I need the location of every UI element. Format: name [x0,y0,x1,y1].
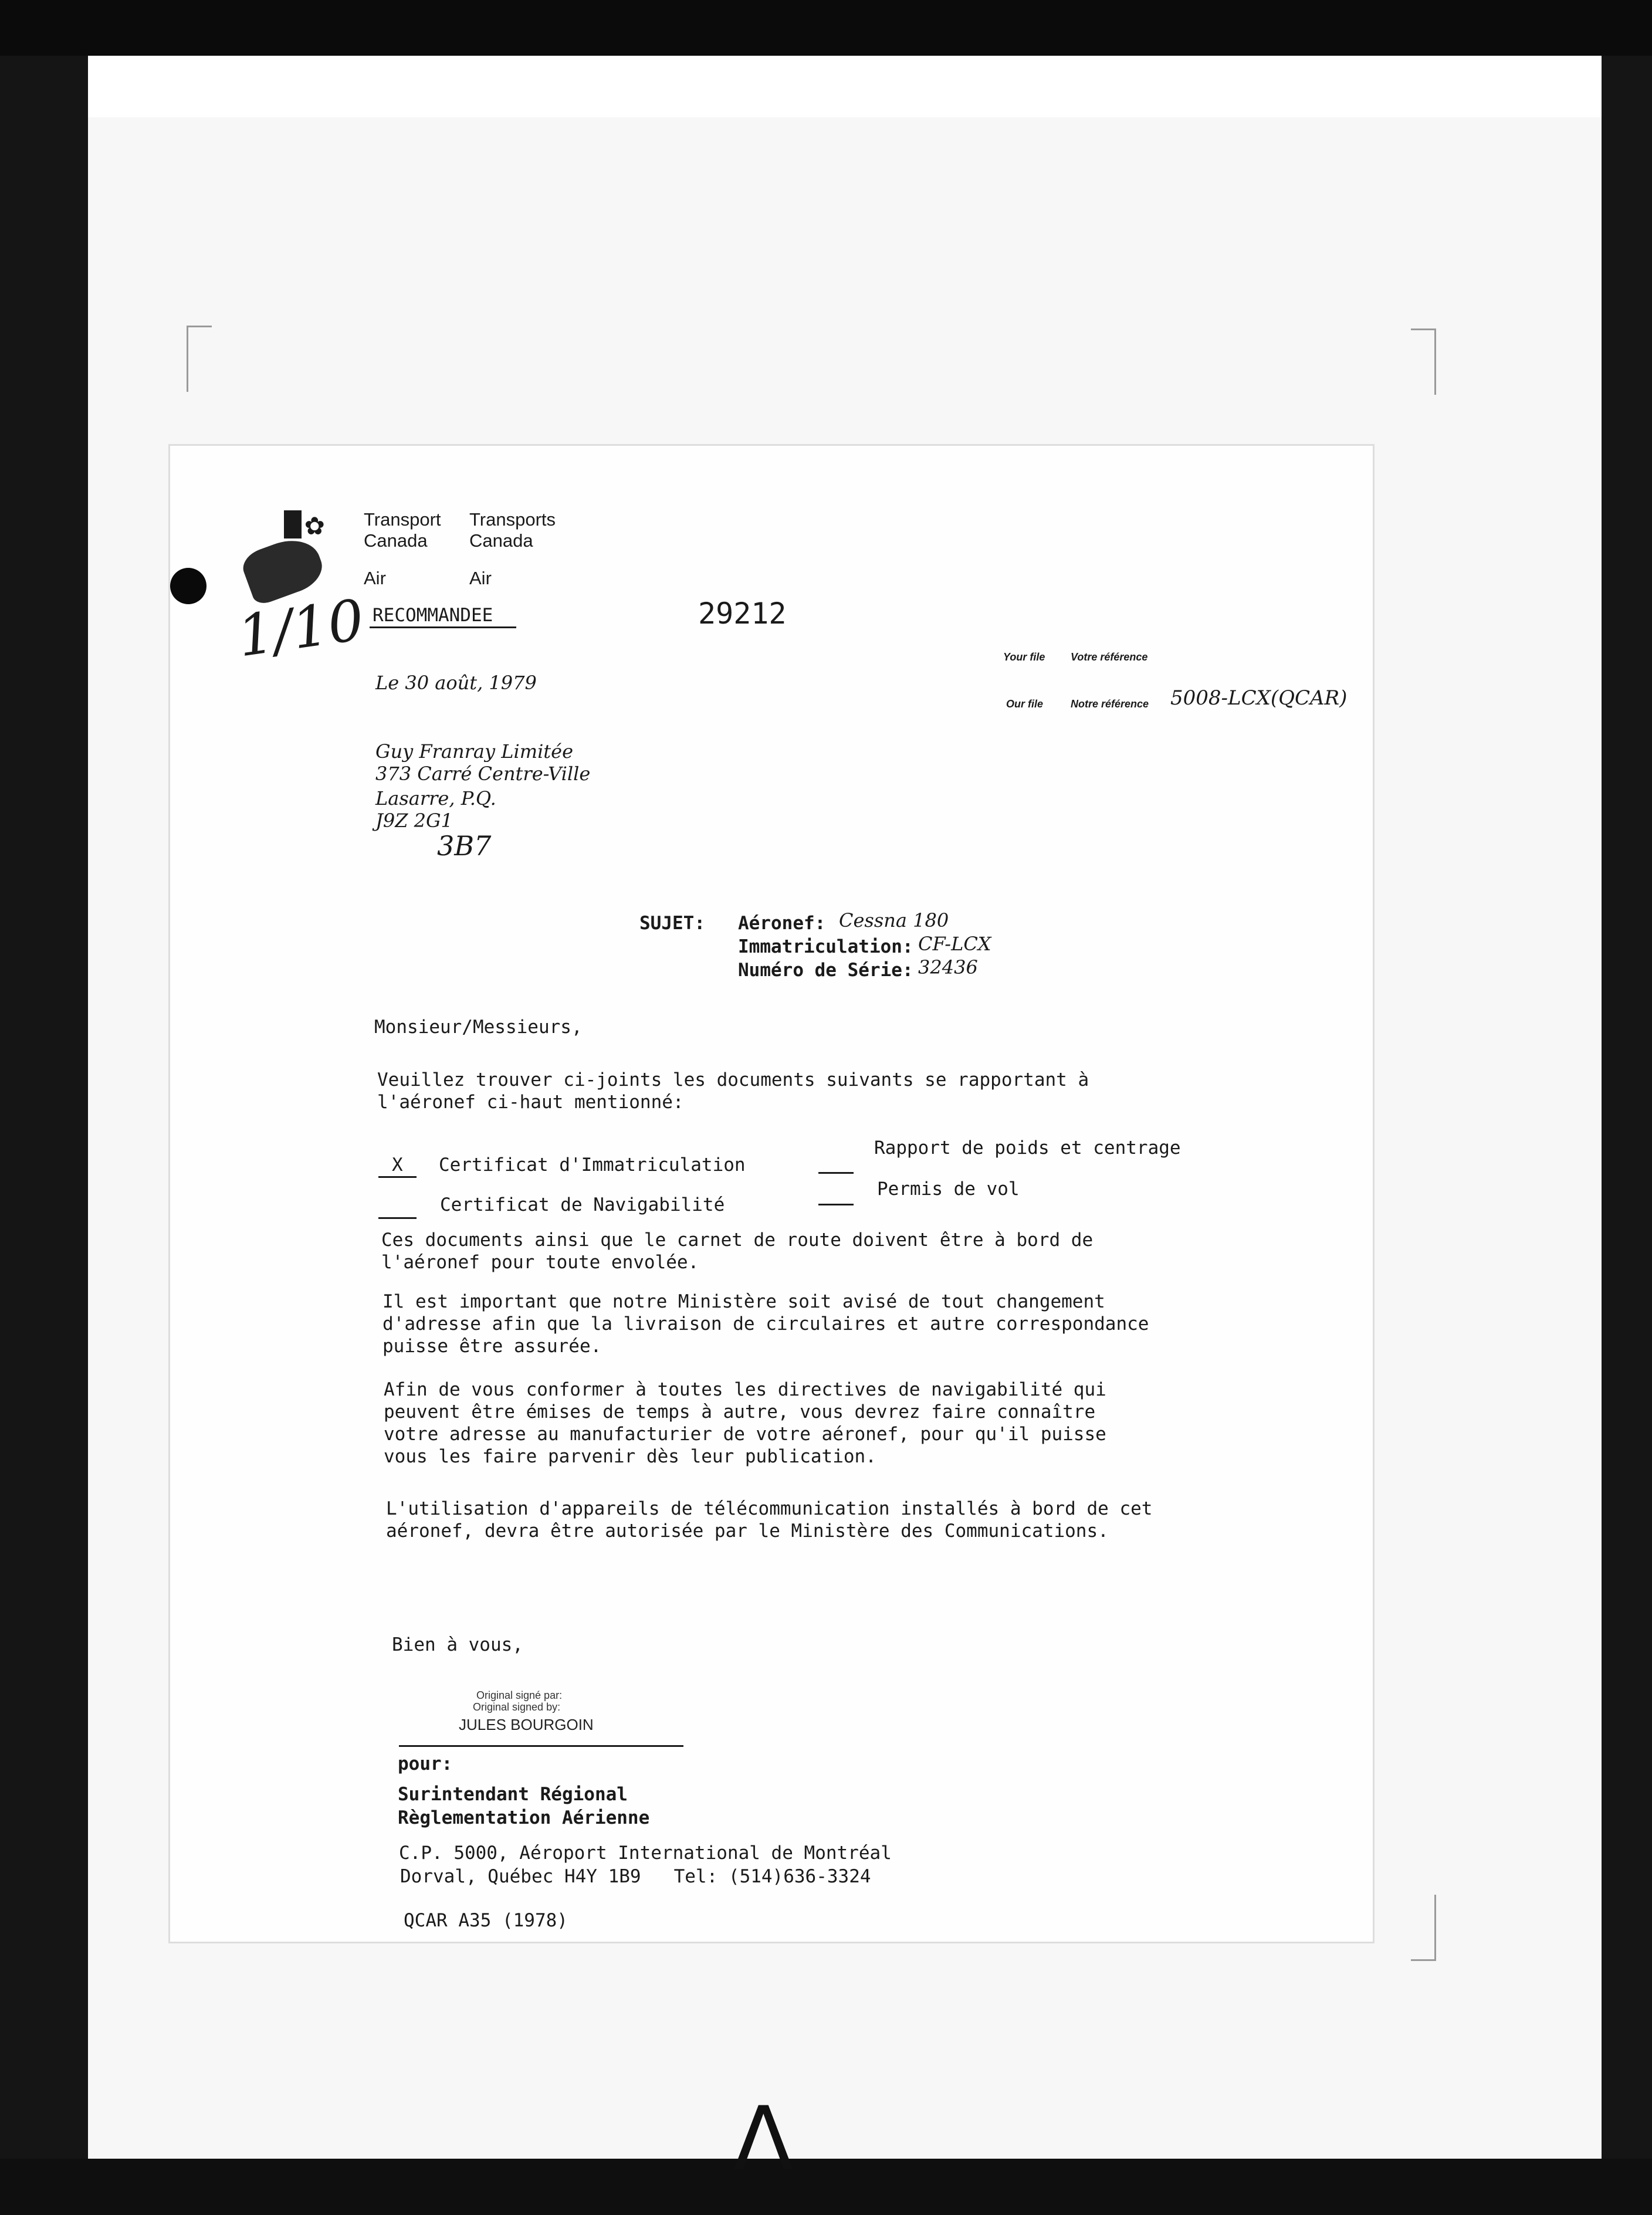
serial-label: Numéro de Série: [738,960,913,981]
checklist-line-immatriculation [378,1176,417,1178]
registered-mail-label: RECOMMANDEE [373,605,493,626]
file-number: 29212 [698,597,787,631]
maple-leaf-icon: ✿ [305,505,324,542]
checklist-item-navigabilite: Certificat de Navigabilité [440,1194,725,1215]
letter-page [170,446,1373,1942]
crop-mark-bottom-right [1411,1895,1436,1961]
scan-border-bottom [0,2159,1652,2215]
form-number: QCAR A35 (1978) [404,1910,568,1931]
handwritten-mark-bottom: ⴷ [733,2088,794,2190]
our-file-label-en: Our file [1006,698,1044,710]
checklist-line-permis [818,1204,854,1205]
checklist-line-navigabilite [378,1217,417,1219]
signatory-department: Règlementation Aérienne [398,1807,650,1828]
checklist-mark-immatriculation: X [392,1154,403,1176]
subject-label: SUJET: [639,913,705,934]
recipient-postal-code: J9Z 2G1 [375,810,453,832]
closing: Bien à vous, [392,1634,523,1655]
dept-name-en: Transport Canada [364,509,441,551]
signature-stamp-en: Original signed by: [473,1701,561,1713]
serial-value: 32436 [918,956,978,978]
sender-address-line1: C.P. 5000, Aéroport International de Montréal [399,1843,892,1864]
aircraft-label: Aéronef: [738,913,826,934]
signatory-title: Surintendant Régional [398,1784,628,1805]
signature-stamp-fr: Original signé par: [476,1689,563,1701]
division-fr: Air [469,568,492,588]
our-file-label-fr: Notre référence [1071,698,1149,710]
salutation: Monsieur/Messieurs, [374,1017,583,1038]
checklist-item-immatriculation: Certificat d'Immatriculation [439,1154,746,1176]
scan-border-left [0,56,88,2215]
dept-name-fr: Transports Canada [469,509,556,551]
registered-underline [370,626,516,628]
letter-date: Le 30 août, 1979 [375,672,537,694]
handwritten-annotation: 1/10 [233,587,368,670]
sender-address-line2: Dorval, Québec H4Y 1B9 Tel: (514)636-3324 [400,1866,871,1887]
paragraph-documents-intro: Veuillez trouver ci-joints les documents suivants se rapportant à l'aéronef ci-haut mentionné: [377,1069,1089,1113]
your-file-label-en: Your file [1003,651,1045,663]
registration-value: CF-LCX [918,933,991,955]
flag-bar-icon [284,510,302,538]
crop-mark-top-right [1411,328,1436,395]
recipient-name: Guy Franray Limitée [375,740,574,763]
registration-label: Immatriculation: [738,936,913,957]
recipient-street: 373 Carré Centre-Ville [375,763,591,785]
pour-label: pour: [398,1753,453,1774]
scan-border-top [0,0,1652,56]
checklist-item-permis-vol: Permis de vol [877,1178,1020,1200]
checklist-line-poids [818,1172,854,1174]
paragraph-address-change: Il est important que notre Ministère soit avisé de tout changement d'adresse afin que la livraison de circulaires et autre correspondance puisse être assurée. [382,1291,1149,1357]
checklist-item-poids-centrage: Rapport de poids et centrage [874,1137,1181,1159]
scan-border-right [1602,56,1652,2215]
paragraph-airworthiness: Afin de vous conformer à toutes les directives de navigabilité qui peuvent être émises de temps à autre, vous devrez faire connaître votre adresse au manufacturier de votre aéronef, pour qu'il puisse vous les faire parvenir dès leur publication. [384,1379,1106,1467]
your-file-label-fr: Votre référence [1071,651,1148,663]
division-en: Air [364,568,386,588]
signature-line [399,1745,683,1747]
crop-mark-top-left [187,326,212,392]
paragraph-documents-on-board: Ces documents ainsi que le carnet de route doivent être à bord de l'aéronef pour toute envolée. [381,1230,1094,1273]
our-file-number: 5008-LCX(QCAR) [1170,686,1348,710]
paragraph-telecommunication: L'utilisation d'appareils de télécommunication installés à bord de cet aéronef, devra être autorisée par le Ministère des Communications. [386,1498,1153,1542]
postal-code-correction: 3B7 [437,830,492,862]
signatory-name: JULES BOURGOIN [459,1716,594,1733]
aircraft-value: Cessna 180 [839,909,949,932]
recipient-city: Lasarre, P.Q. [375,787,496,810]
punch-hole-mark [170,568,206,604]
